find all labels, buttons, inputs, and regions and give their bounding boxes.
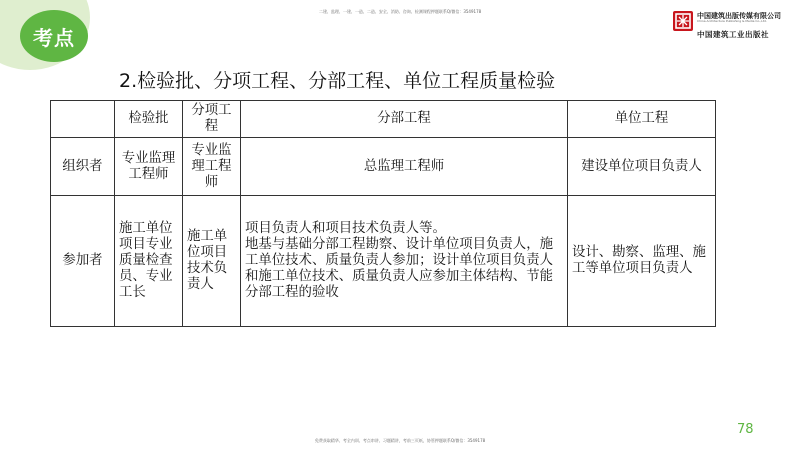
quality-inspection-table	[50, 100, 716, 327]
page-title: 2.检验批、分项工程、分部工程、单位工程质量检验	[119, 70, 556, 92]
section-badge	[20, 10, 88, 62]
publisher-name-english: China Architecture Publishing & Media Co.,Ltd.	[697, 19, 767, 23]
publisher-name: 中国建筑出版传媒有限公司	[697, 12, 781, 20]
row-label-participants: 参加者	[51, 196, 115, 327]
table-cell: 总监理工程师	[241, 138, 568, 196]
header-watermark-note: 二建、监理、一建、一造、二造、安全、消防、咨询、检测课程押题联系Q/微信：3549178	[318, 9, 482, 14]
table-cell: 专业监理工程师	[115, 138, 183, 196]
section-badge-label: 考点	[33, 25, 75, 50]
row-label-organizer: 组织者	[51, 138, 115, 196]
table-header-row	[51, 101, 716, 138]
table-header-cell: 分部工程	[241, 101, 568, 138]
table-cell: 设计、勘察、监理、施工等单位项目负责人	[568, 196, 716, 327]
table-cell: 施工单位项目专业质量检查员、专业工长	[115, 196, 183, 327]
table-cell: 项目负责人和项目技术负责人等。 地基与基础分部工程勘察、设计单位项目负责人，施工单位技术、质量负责人参加；设计单位项目负责人和施工单位技术、质量负责人应参加主体结构、节能分部工程的验收	[241, 196, 568, 327]
table-cell: 建设单位项目负责人	[568, 138, 716, 196]
table-cell: 专业监理工程师	[183, 138, 241, 196]
table-header-cell: 单位工程	[568, 101, 716, 138]
publisher-name-calligraphy: 中国建筑工业出版社	[697, 30, 769, 39]
table-header-cell: 检验批	[115, 101, 183, 138]
table-cell: 施工单位项目技术负责人	[183, 196, 241, 327]
publisher-logo-icon	[672, 10, 694, 32]
page-number: 78	[737, 422, 754, 437]
table-row	[51, 138, 716, 196]
table-corner-cell	[51, 101, 115, 138]
table-header-cell: 分项工程	[183, 101, 241, 138]
publisher-logo	[672, 8, 798, 40]
footer-watermark-note: 免费获取精华、考全内训、考点串讲、习题精讲，考前三页纸，协管押题联系Q/微信：3549178	[314, 438, 486, 443]
table-row	[51, 196, 716, 327]
